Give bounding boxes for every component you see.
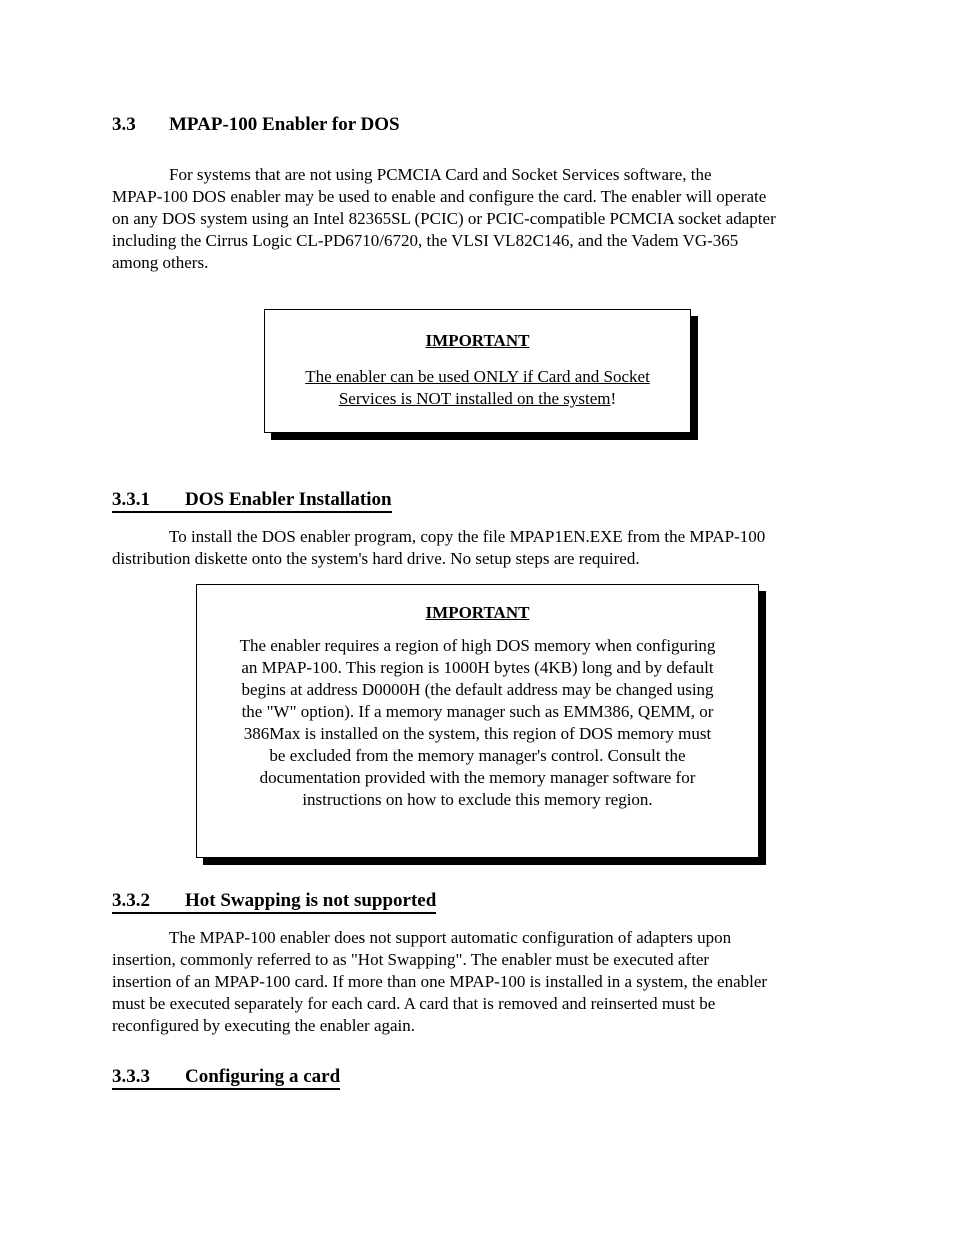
section-number: 3.3.2 — [112, 890, 150, 911]
important-line: begins at address D0000H (the default address may be changed using — [241, 680, 714, 699]
important-notice-box — [264, 309, 691, 433]
important-line-underlined: Services is NOT installed on the system — [338, 389, 611, 408]
section-title: Hot Swapping is not supported — [185, 890, 437, 911]
important-title: IMPORTANT — [425, 331, 530, 350]
important-line: instructions on how to exclude this memory region. — [302, 790, 653, 809]
section-number: 3.3 — [112, 114, 136, 135]
section-number: 3.3.1 — [112, 489, 150, 510]
important-memory-box — [196, 584, 759, 858]
paragraph-line: To install the DOS enabler program, copy the file MPAP1EN.EXE from the MPAP-100 — [169, 527, 766, 546]
paragraph-line: insertion of an MPAP-100 card. If more than one MPAP-100 is installed in a system, the enabler — [112, 972, 768, 991]
section-3-3-3-heading — [112, 1066, 340, 1090]
section-3-3-2-paragraph — [112, 927, 844, 1037]
paragraph-line: insertion, commonly referred to as "Hot Swapping". The enabler must be executed after — [112, 950, 710, 969]
section-number: 3.3.3 — [112, 1066, 150, 1087]
paragraph-line: distribution diskette onto the system's hard drive. No setup steps are required. — [112, 549, 640, 568]
important-line: documentation provided with the memory manager software for — [259, 768, 696, 787]
important-line: be excluded from the memory manager's control. Consult the — [269, 746, 686, 765]
important-line: The enabler requires a region of high DOS memory when configuring — [239, 636, 716, 655]
paragraph-line: on any DOS system using an Intel 82365SL (PCIC) or PCIC-compatible PCMCIA socket adapter — [112, 209, 776, 228]
section-title: DOS Enabler Installation — [185, 489, 392, 510]
important-line — [265, 388, 690, 410]
paragraph-line: including the Cirrus Logic CL-PD6710/6720, the VLSI VL82C146, and the Vadem VG-365 — [112, 231, 739, 250]
important-line: an MPAP-100. This region is 1000H bytes (4KB) long and by default — [241, 658, 714, 677]
section-3-3-1-heading — [112, 489, 392, 513]
section-title: Configuring a card — [185, 1066, 341, 1087]
important-line: the "W" option). If a memory manager such as EMM386, QEMM, or — [241, 702, 714, 721]
paragraph-line: must be executed separately for each card. A card that is removed and reinserted must be — [112, 994, 716, 1013]
important-line: The enabler can be used ONLY if Card and Socket — [305, 367, 650, 386]
section-3-3-2-heading — [112, 890, 436, 914]
important-body — [197, 635, 758, 811]
important-line: 386Max is installed on the system, this region of DOS memory must — [243, 724, 712, 743]
section-3-3-1-paragraph — [112, 526, 844, 570]
section-3-3-paragraph — [112, 164, 844, 274]
section-3-3-heading — [112, 114, 400, 136]
important-title: IMPORTANT — [425, 603, 530, 622]
important-line-tail: ! — [610, 389, 617, 408]
paragraph-line: MPAP-100 DOS enabler may be used to enable and configure the card. The enabler will operate — [112, 187, 767, 206]
paragraph-line: among others. — [112, 253, 209, 272]
paragraph-line: For systems that are not using PCMCIA Card and Socket Services software, the — [169, 165, 712, 184]
section-title: MPAP-100 Enabler for DOS — [169, 114, 400, 135]
paragraph-line: The MPAP-100 enabler does not support automatic configuration of adapters upon — [169, 928, 732, 947]
paragraph-line: reconfigured by executing the enabler again. — [112, 1016, 416, 1035]
